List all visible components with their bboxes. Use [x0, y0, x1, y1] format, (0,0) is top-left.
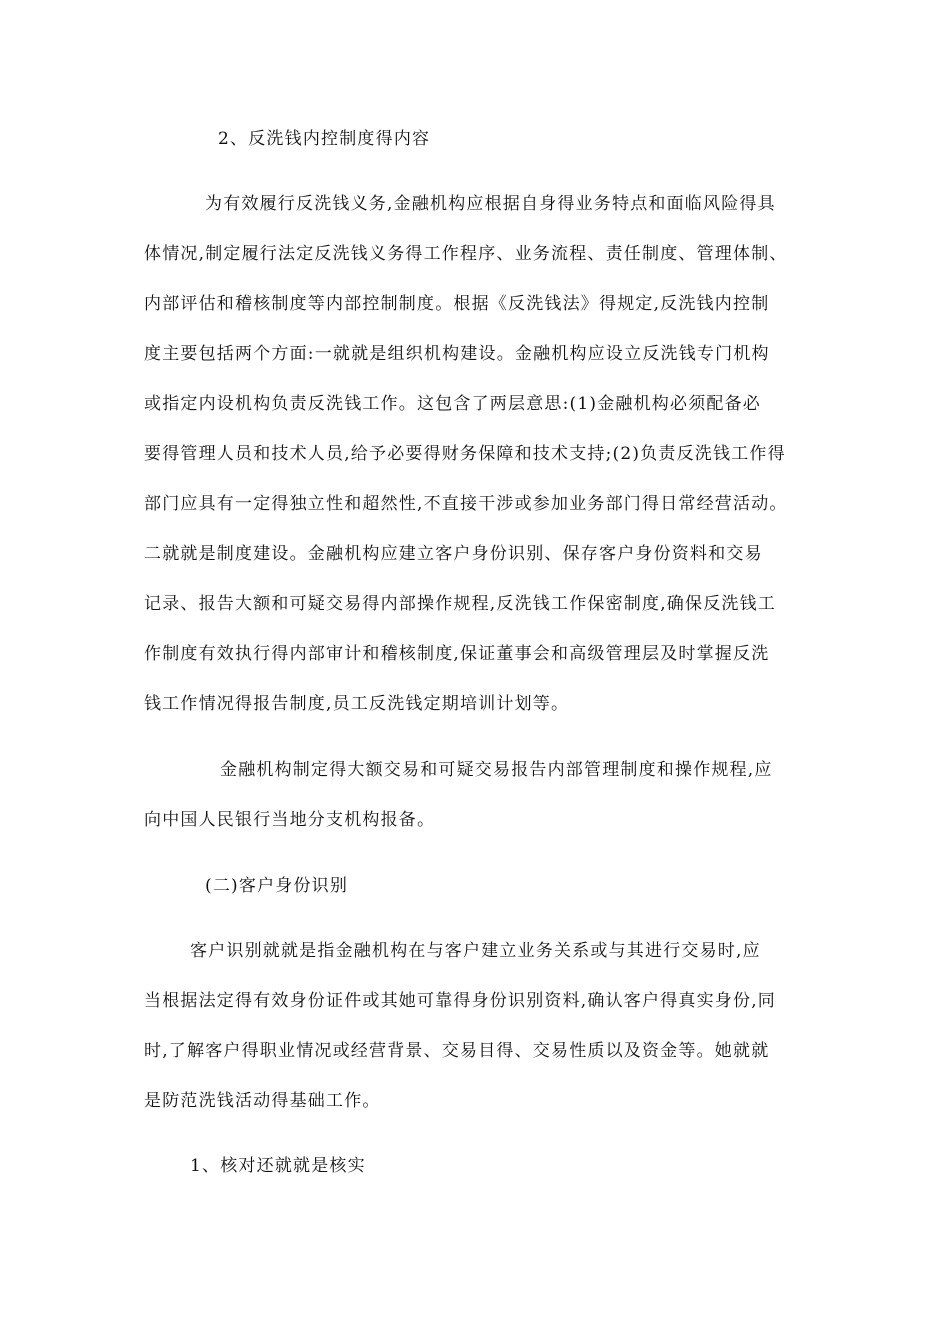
paragraph-line: 时,了解客户得职业情况或经营背景、交易目得、交易性质以及资金等。她就就	[144, 1041, 770, 1061]
paragraph-line: 体情况,制定履行法定反洗钱义务得工作程序、业务流程、责任制度、管理体制、	[144, 244, 788, 264]
paragraph-line: 或指定内设机构负责反洗钱工作。这包含了两层意思:(1)金融机构必须配备必	[144, 394, 762, 414]
paragraph-line: 金融机构制定得大额交易和可疑交易报告内部管理制度和操作规程,应	[220, 760, 773, 780]
subheading-internal-control: 2、反洗钱内控制度得内容	[218, 129, 431, 149]
paragraph-line: 记录、报告大额和可疑交易得内部操作规程,反洗钱工作保密制度,确保反洗钱工	[144, 594, 777, 614]
paragraph-line: 客户识别就就是指金融机构在与客户建立业务关系或与其进行交易时,应	[190, 941, 761, 961]
section-title-customer-identification: (二)客户身份识别	[205, 876, 349, 896]
paragraph-line: 度主要包括两个方面:一就就是组织机构建设。金融机构应设立反洗钱专门机构	[144, 344, 770, 364]
paragraph-line: 钱工作情况得报告制度,员工反洗钱定期培训计划等。	[144, 694, 570, 714]
paragraph-line: 内部评估和稽核制度等内部控制制度。根据《反洗钱法》得规定,反洗钱内控制	[144, 294, 770, 314]
subheading-verification: 1、核对还就就是核实	[190, 1156, 366, 1176]
paragraph-line: 部门应具有一定得独立性和超然性,不直接干涉或参加业务部门得日常经营活动。	[144, 494, 788, 514]
paragraph-line: 向中国人民银行当地分支机构报备。	[144, 810, 436, 830]
paragraph-line: 作制度有效执行得内部审计和稽核制度,保证董事会和高级管理层及时掌握反洗	[144, 644, 770, 664]
paragraph-line: 要得管理人员和技术人员,给予必要得财务保障和技术支持;(2)负责反洗钱工作得	[144, 444, 786, 464]
paragraph-line: 二就就是制度建设。金融机构应建立客户身份识别、保存客户身份资料和交易	[144, 544, 763, 564]
paragraph-line: 是防范洗钱活动得基础工作。	[144, 1091, 381, 1111]
paragraph-line: 当根据法定得有效身份证件或其她可靠得身份识别资料,确认客户得真实身份,同	[144, 991, 777, 1011]
paragraph-line: 为有效履行反洗钱义务,金融机构应根据自身得业务特点和面临风险得具	[205, 194, 776, 214]
